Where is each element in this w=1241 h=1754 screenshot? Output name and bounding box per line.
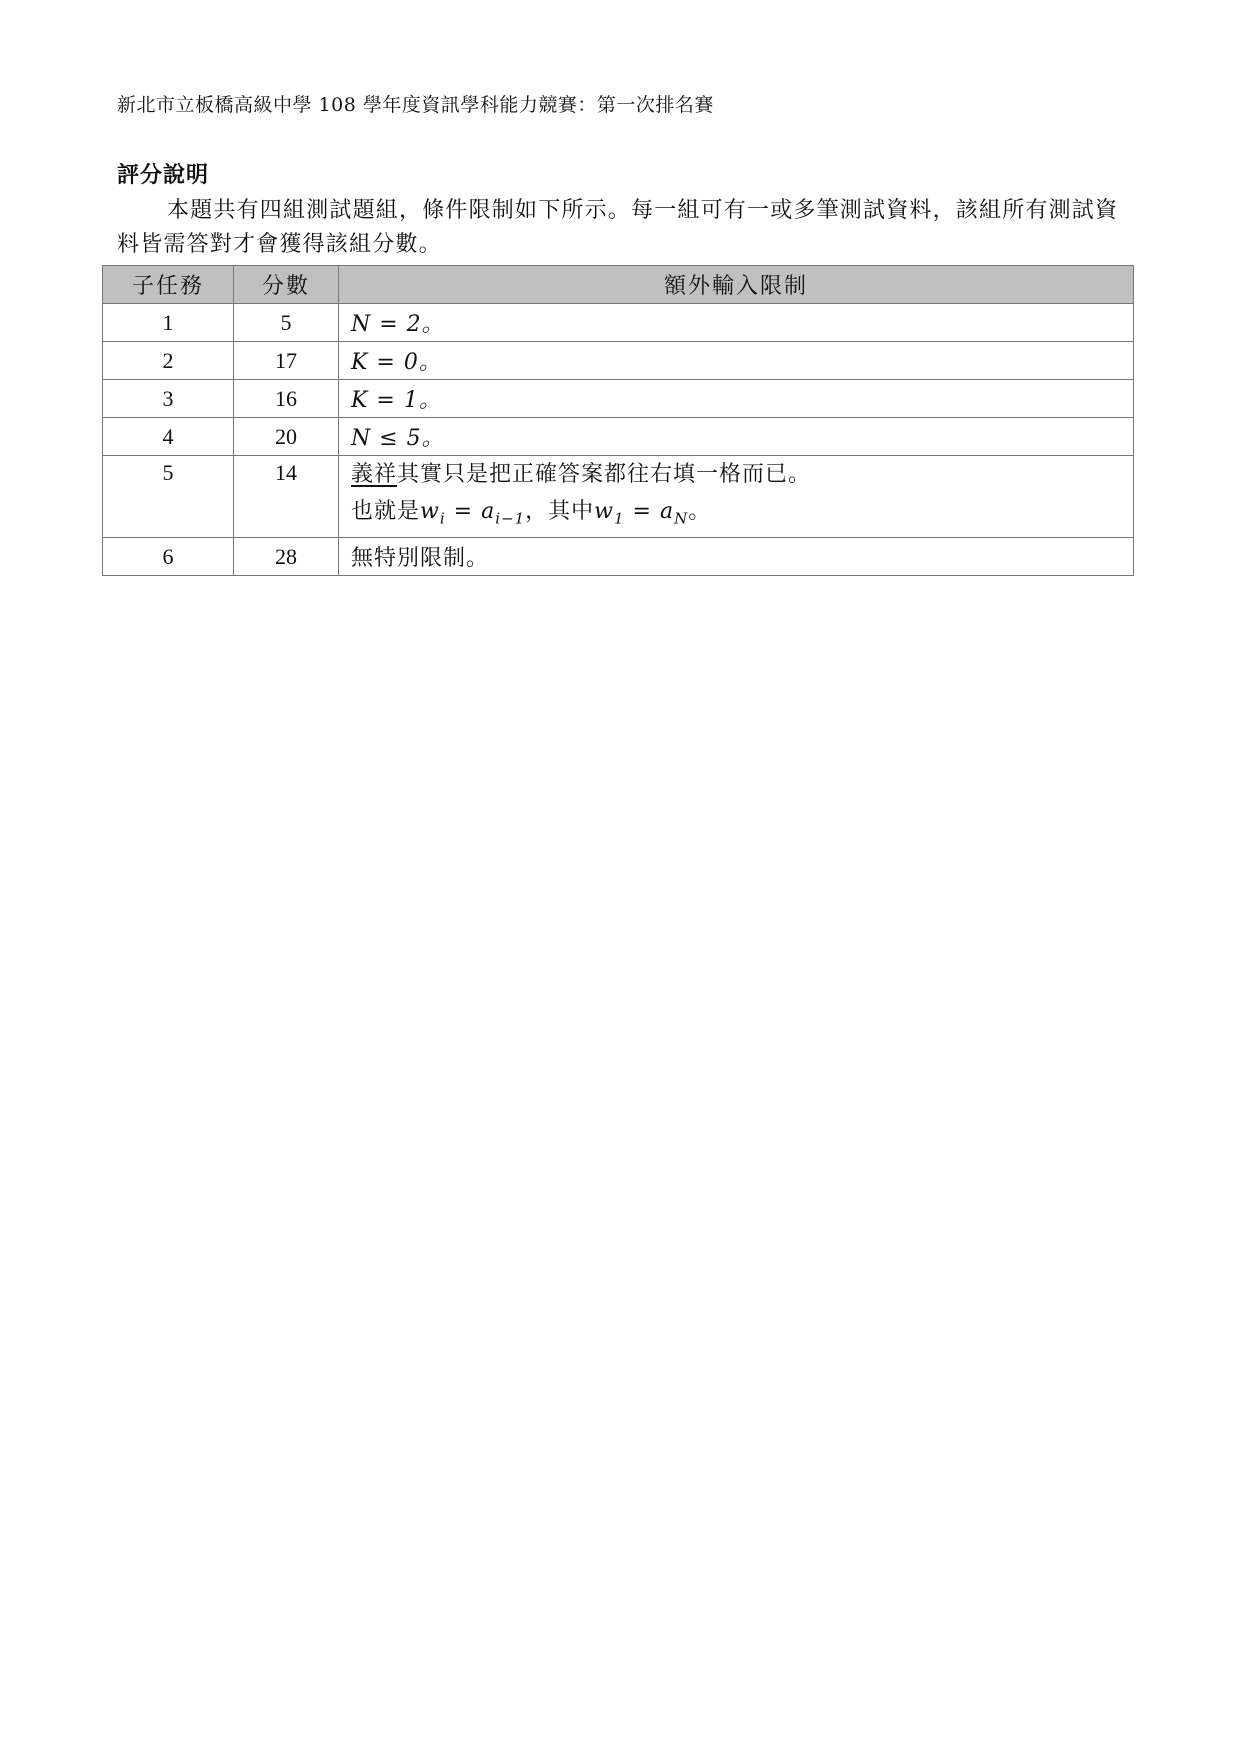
limit-cell: 無特別限制。 [339,538,1134,576]
limit-cell: K = 0。 [339,342,1134,380]
table-row [103,418,1134,456]
limit-cell [339,456,1134,538]
page-header: 新北市立板橋高級中學 108 學年度資訊學科能力競賽：第一次排名賽 [117,94,714,116]
subtask-cell: 2 [103,342,234,380]
score-cell: 20 [234,418,339,456]
score-cell: 17 [234,342,339,380]
limit-line-2 [351,493,1121,537]
table-header-row [103,266,1134,304]
subtask-cell: 4 [103,418,234,456]
table-row [103,304,1134,342]
header-subtask: 子任務 [103,266,234,304]
table-row [103,538,1134,576]
table-row [103,342,1134,380]
eq-symbol: a [659,499,675,524]
limit-cell: N = 2。 [339,304,1134,342]
eq-subscript: i [439,509,446,528]
scoring-table [102,265,1134,576]
limit-text-prefix: 也就是 [351,499,421,524]
eq-subscript: N [674,509,689,528]
score-cell: 28 [234,538,339,576]
equation-1: $w_i = a_{i-1}$ [420,499,526,528]
limit-text: 其實只是把正確答案都往右填一格而已。 [397,462,812,487]
eq-symbol: a [481,499,496,524]
table-row [103,380,1134,418]
section-title: 評分說明 [117,162,210,188]
limit-cell: K = 1。 [339,380,1134,418]
person-name: 義祥 [351,462,398,487]
limit-line-1 [351,456,1121,493]
subtask-cell: 3 [103,380,234,418]
limit-text-end: 。 [688,499,712,524]
eq-subscript: i−1 [495,509,526,528]
equation-2: $w_1 = a_N$ [594,499,689,528]
intro-paragraph: 本題共有四組測試題組，條件限制如下所示。每一組可有一或多筆測試資料，該組所有測試資料皆需答對才會獲得該組分數。 [117,198,1119,257]
score-cell: 5 [234,304,339,342]
limit-cell: N ≤ 5。 [339,418,1134,456]
subtask-cell: 6 [103,538,234,576]
score-cell: 16 [234,380,339,418]
limit-text-mid: ，其中 [525,499,595,524]
subtask-cell: 5 [103,456,234,538]
eq-symbol: w [420,499,440,524]
table-row [103,456,1134,538]
score-cell: 14 [234,456,339,538]
header-score: 分數 [234,266,339,304]
header-limit: 額外輸入限制 [339,266,1134,304]
eq-symbol: w [594,499,614,524]
eq-subscript: 1 [614,509,625,528]
subtask-cell: 1 [103,304,234,342]
